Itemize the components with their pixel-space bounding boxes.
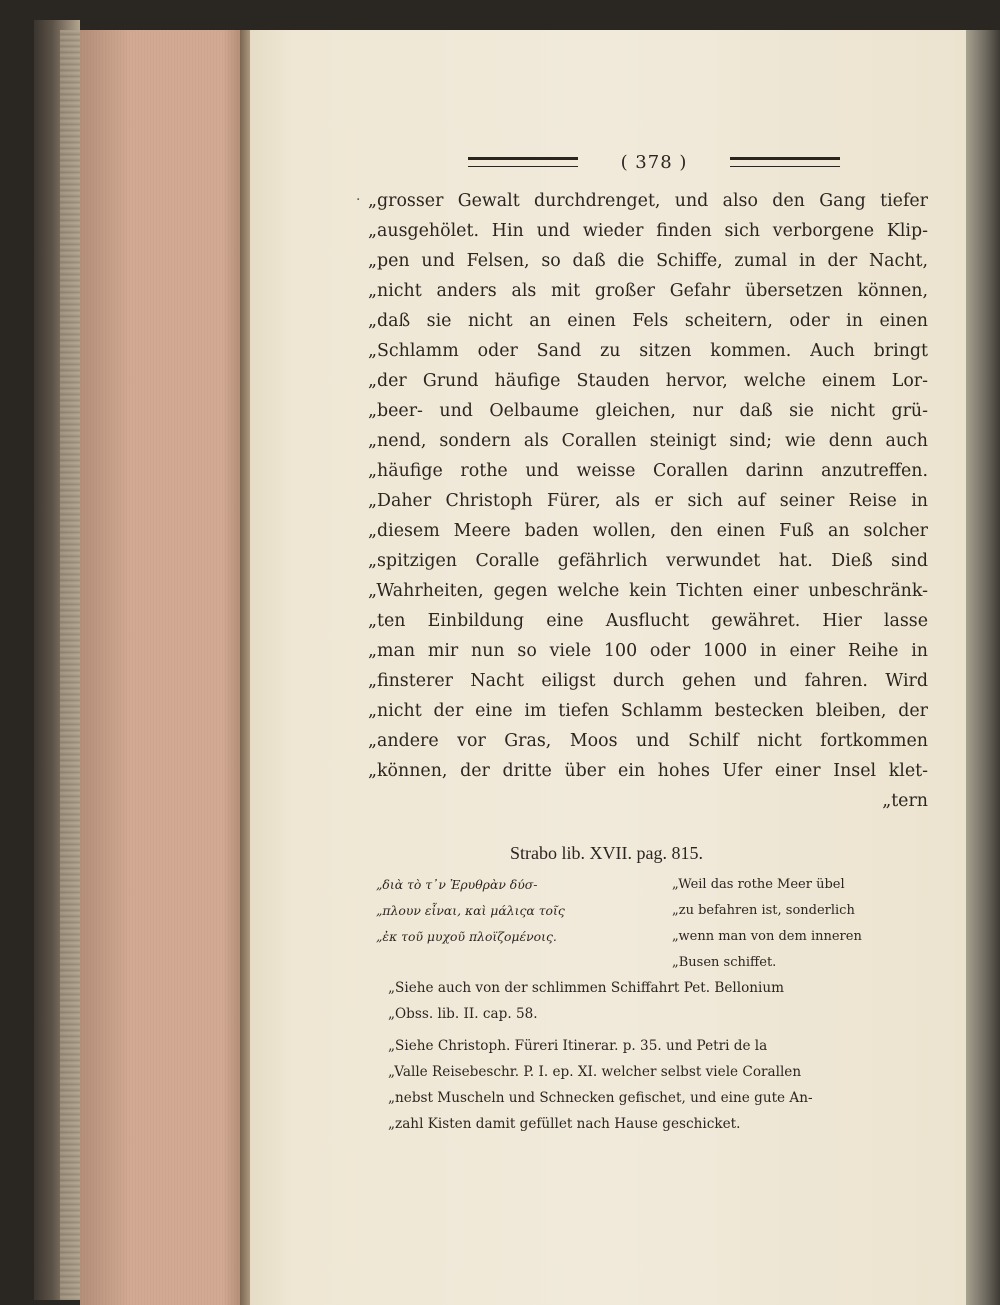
text-line: „ten Einbildung eine Ausflucht gewähret. Hier lasse: [368, 611, 928, 631]
translation-line: „Busen schiffet.: [672, 955, 777, 970]
page-number: ( 378 ): [620, 151, 688, 173]
footnote-line: „Valle Reisebeschr. P. I. ep. XI. welcher selbst viele Corallen: [388, 1064, 802, 1080]
translation-line: „Weil das rothe Meer übel: [672, 877, 845, 892]
greek-line: „ἐκ τοῦ μυχοῦ πλοϊζομένοις.: [376, 929, 557, 944]
german-translation: [672, 872, 928, 976]
text-line: „andere vor Gras, Moos und Schilf nicht fortkommen: [368, 731, 928, 751]
greek-line: „διὰ τὸ τ᾽ν Ἐρυθρὰν δύσ-: [376, 877, 538, 892]
text-line: „können, der dritte über ein hohes Ufer einer Insel klet-: [368, 761, 928, 781]
translation-line: „zu befahren ist, sonderlich: [672, 903, 855, 918]
text-line: „Schlamm oder Sand zu sitzen kommen. Auch bringt: [368, 341, 928, 361]
text-line: „ausgehölet. Hin und wieder finden sich verborgene Klip-: [368, 221, 928, 241]
footnote-line: „nebst Muscheln und Schnecken gefischet, und eine gute An-: [388, 1090, 813, 1106]
text-line: „nicht der eine im tiefen Schlamm bestecken bleiben, der: [368, 701, 928, 721]
text-line: „beer- und Oelbaume gleichen, nur daß sie nicht grü-: [368, 401, 928, 421]
catchword: „tern: [882, 791, 928, 811]
page-edges: [80, 30, 248, 1305]
greek-line: „πλουν εἶναι, καὶ μάλιςα τοῖς: [376, 903, 565, 918]
header-rule-right: [730, 157, 840, 167]
page-header: [468, 150, 840, 174]
text-line: „spitzigen Coralle gefährlich verwundet hat. Dieß sind: [368, 551, 928, 571]
footnote-line: „zahl Kisten damit gefüllet nach Hause geschicket.: [388, 1116, 741, 1132]
greek-quote: [376, 872, 658, 950]
main-text: [368, 186, 928, 816]
text-line: „Daher Christoph Fürer, als er sich auf seiner Reise in: [368, 491, 928, 511]
footnote-line: „Siehe Christoph. Füreri Itinerar. p. 35. und Petri de la: [388, 1038, 768, 1054]
facing-page-edge: [966, 30, 1000, 1305]
spine-texture: [60, 30, 80, 1300]
text-line: „nicht anders als mit großer Gefahr übersetzen können,: [368, 281, 928, 301]
footnote-line: „Obss. lib. II. cap. 58.: [388, 1006, 538, 1022]
footnote-reference: Strabo lib. XVII. pag. 815.: [510, 843, 703, 863]
text-line: „häufige rothe und weisse Corallen darinn anzutreffen.: [368, 461, 928, 481]
text-line: „der Grund häufige Stauden hervor, welche einem Lor-: [368, 371, 928, 391]
footnote-bellonius: [388, 975, 928, 1027]
header-rule-left: [468, 157, 578, 167]
text-line: „man mir nun so viele 100 oder 1000 in einer Reihe in: [368, 641, 928, 661]
footnote-line: „Siehe auch von der schlimmen Schiffahrt Pet. Bellonium: [388, 980, 785, 996]
text-line: „Wahrheiten, gegen welche kein Tichten einer unbeschränk-: [368, 581, 928, 601]
margin-dot: ·: [356, 192, 361, 208]
text-line: „diesem Meere baden wollen, den einen Fuß an solcher: [368, 521, 928, 541]
text-line: „pen und Felsen, so daß die Schiffe, zumal in der Nacht,: [368, 251, 928, 271]
footnote-fureri: [388, 1033, 928, 1137]
text-line: „daß sie nicht an einen Fels scheitern, oder in einen: [368, 311, 928, 331]
text-line: „grosser Gewalt durchdrenget, und also den Gang tiefer: [368, 191, 928, 211]
text-line: „nend, sondern als Corallen steinigt sind; wie denn auch: [368, 431, 928, 451]
translation-line: „wenn man von dem inneren: [672, 929, 862, 944]
text-line: „finsterer Nacht eiligst durch gehen und fahren. Wird: [368, 671, 928, 691]
